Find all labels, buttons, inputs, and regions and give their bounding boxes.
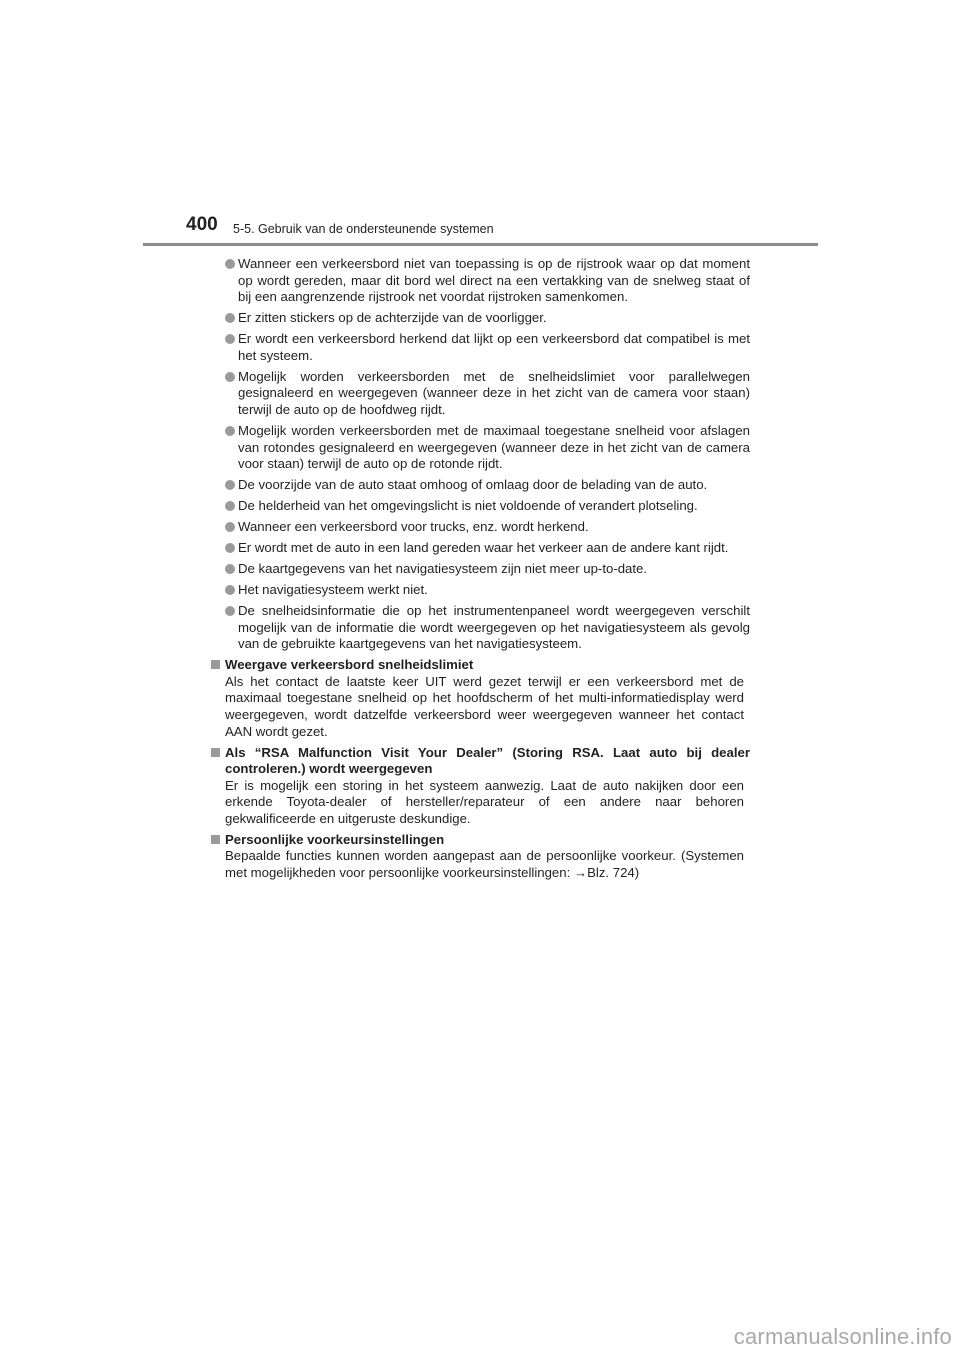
list-item-text: Mogelijk worden verkeersborden met de maximaal toegestane snelheid voor afslagen van rotondes gesignaleerd en weergegeven (wanneer deze in het zicht van de camera voor staan) terwijl de auto op de rotonde rijdt. (238, 422, 750, 472)
list-item-text: De kaartgegevens van het navigatiesysteem zijn niet meer up-to-date. (238, 561, 648, 577)
bullet-dot-icon (225, 585, 235, 595)
watermark: carmanualsonline.info (733, 1324, 952, 1349)
bullet-dot-icon (225, 501, 235, 511)
section-heading: Als “RSA Malfunction Visit Your Dealer” (Storing RSA. Laat auto bij dealer controleren.) wordt weergegeven (225, 744, 750, 777)
list-item (210, 331, 750, 364)
list-item (210, 477, 750, 494)
bullet-dot-icon (225, 259, 235, 269)
list-item (210, 603, 750, 653)
list-item (210, 369, 750, 419)
list-item-text: De voorzijde van de auto staat omhoog of omlaag door de belading van de auto. (238, 477, 708, 493)
list-item-text: Mogelijk worden verkeersborden met de snelheidslimiet voor parallelwegen gesignaleerd en weergegeven (wanneer deze in het zicht van de camera voor staan) terwijl de auto op de hoofdweg rijdt. (238, 368, 750, 417)
list-item-text: Het navigatiesysteem werkt niet. (238, 582, 428, 597)
list-item-text: Er zitten stickers op de achterzijde van de voorligger. (238, 310, 547, 326)
list-item (210, 498, 750, 515)
bullet-dot-icon (225, 313, 235, 323)
list-item-text: De snelheidsinformatie die op het instrumentenpaneel wordt weergegeven verschilt mogelijk van de informatie die wordt weergegeven op het navigatiesysteem als gevolg van de gebruikte kaartgegevens van het navigatiesysteem. (238, 602, 750, 652)
bullet-dot-icon (225, 372, 235, 382)
page-content (210, 256, 750, 886)
bullet-dot-icon (225, 543, 235, 553)
section-body: Er is mogelijk een storing in het systeem aanwezig. Laat de auto nakijken door een erkende Toyota-dealer of hersteller/reparateur of een andere naar behoren gekwalificeerde en uitgeruste deskundige. (225, 777, 744, 826)
section-square-icon (211, 835, 220, 844)
list-item (210, 519, 750, 536)
section-heading: Weergave verkeersbord snelheidslimiet (225, 657, 474, 673)
section-title: 5-5. Gebruik van de ondersteunende systemen (233, 222, 494, 236)
bullet-dot-icon (225, 426, 235, 436)
section-speed-limit-display (210, 657, 750, 740)
section-body: Bepaalde functies kunnen worden aangepast aan de persoonlijke voorkeur. (Systemen met mogelijkheden voor persoonlijke voorkeursinstellingen: →Blz. 724) (225, 848, 744, 881)
list-item-text: Er wordt met de auto in een land gereden waar het verkeer aan de andere kant rijdt. (238, 540, 729, 556)
list-item (210, 561, 750, 578)
bullet-dot-icon (225, 606, 235, 616)
list-item (210, 256, 750, 306)
header-rule (143, 243, 818, 246)
section-body: Als het contact de laatste keer UIT werd gezet terwijl er een verkeersbord met de maximaal toegestane snelheid op het hoofdscherm of het multi-informatiedisplay werd weergegeven, wordt datzelfde verkeersbord weer weergegeven wanneer het contact AAN wordt gezet. (225, 673, 744, 739)
bullet-dot-icon (225, 334, 235, 344)
bullet-dot-icon (225, 522, 235, 532)
section-personal-settings (210, 832, 750, 882)
section-square-icon (211, 748, 220, 757)
list-item (210, 582, 750, 599)
page-number: 400 (186, 214, 218, 235)
list-item (210, 540, 750, 557)
list-item-text: Er wordt een verkeersbord herkend dat lijkt op een verkeersbord dat compatibel is met het systeem. (238, 331, 750, 363)
list-item (210, 310, 750, 327)
list-item (210, 423, 750, 473)
list-item-text: Wanneer een verkeersbord voor trucks, enz. wordt herkend. (238, 519, 589, 535)
list-item-text: De helderheid van het omgevingslicht is niet voldoende of verandert plotseling. (238, 498, 698, 514)
bullet-dot-icon (225, 480, 235, 490)
section-square-icon (211, 660, 220, 669)
section-rsa-malfunction (210, 745, 750, 828)
bullet-dot-icon (225, 564, 235, 574)
list-item-text: Wanneer een verkeersbord niet van toepassing is op de rijstrook waar op dat moment op wordt gereden, maar dit bord wel direct na een vertakking van de snelweg staat of bij een aangrenzende rijstrook net voordat rijstroken samenkomen. (238, 256, 750, 305)
section-heading: Persoonlijke voorkeursinstellingen (225, 831, 445, 847)
